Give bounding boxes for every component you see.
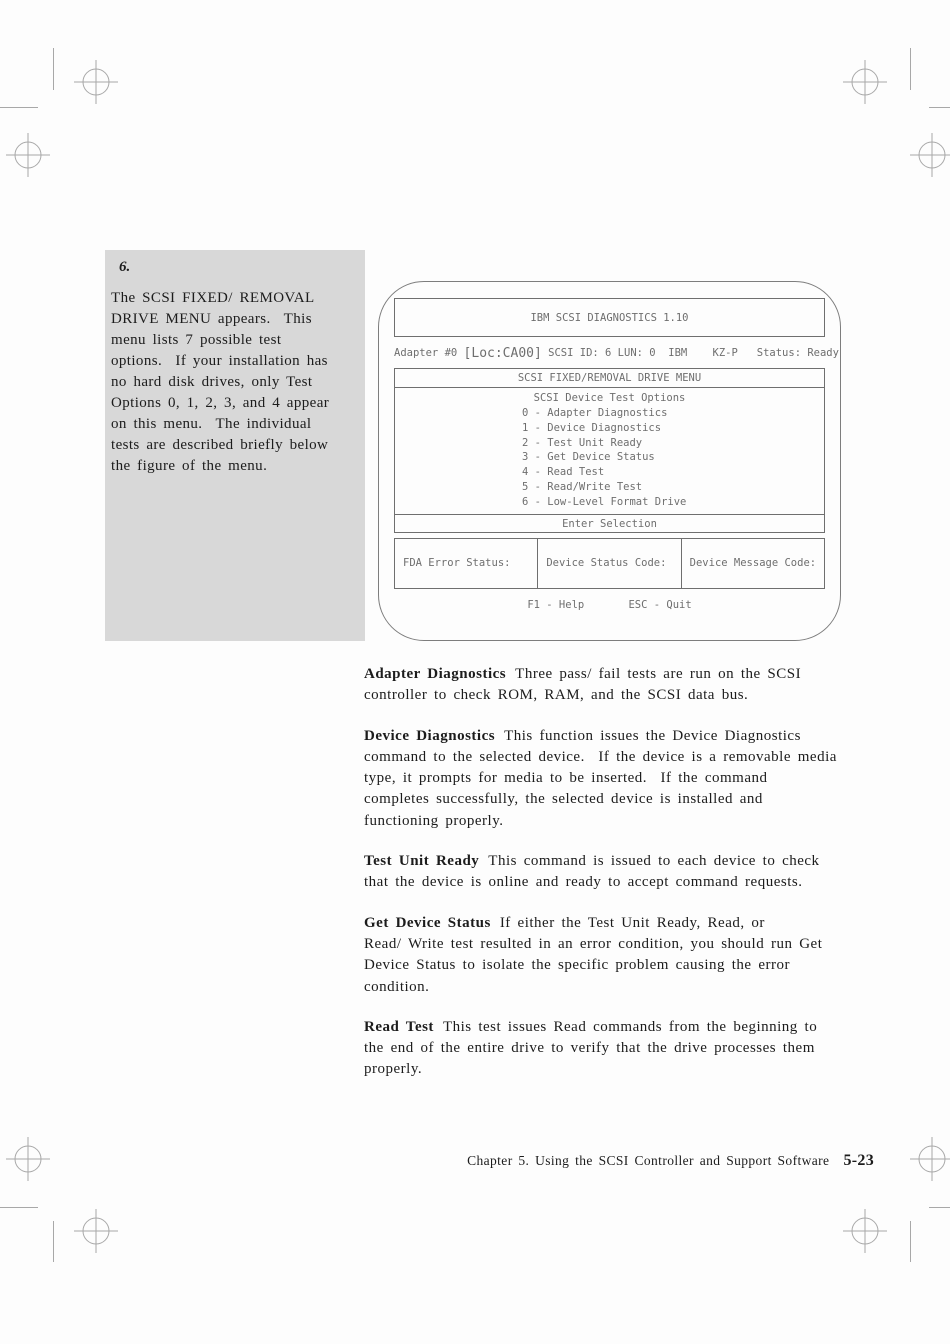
description-text: Read/ Write test resulted in an error condition, you should run Get: [364, 935, 823, 952]
description-paragraph: [364, 664, 889, 707]
step-note-line: menu lists 7 possible test: [111, 332, 282, 348]
step-note-line: on this menu. The individual: [111, 416, 312, 432]
registration-mark-icon: [6, 133, 50, 177]
menu-option: 3 - Get Device Status: [522, 451, 655, 464]
step-note-panel: [105, 250, 365, 641]
description-text: condition.: [364, 978, 430, 995]
description-text: This function issues the Device Diagnostics: [504, 727, 801, 744]
terminal-title: IBM SCSI DIAGNOSTICS 1.10: [530, 311, 689, 324]
menu-option: 0 - Adapter Diagnostics: [522, 407, 668, 419]
registration-mark-icon: [843, 1209, 887, 1253]
description-text: type, it prompts for media to be inserted. If the command: [364, 770, 768, 787]
step-number: 6.: [119, 259, 131, 275]
drive-menu-box: [394, 368, 825, 533]
step-note-line: no hard disk drives, only Test: [111, 374, 313, 390]
description-paragraph: [364, 726, 889, 832]
test-options-title: SCSI Device Test Options: [533, 392, 686, 404]
description-term: Adapter Diagnostics: [364, 666, 507, 682]
terminal-screen-figure: [378, 281, 841, 641]
step-note-line: DRIVE MENU appears. This: [111, 311, 312, 327]
menu-option: 4 - Read Test: [522, 466, 605, 479]
description-paragraph: [364, 1017, 889, 1081]
description-text: properly.: [364, 1061, 423, 1078]
description-term: Read Test: [364, 1018, 434, 1035]
menu-option: 5 - Read/Write Test: [522, 480, 643, 493]
trim-mark: [53, 48, 54, 90]
enter-selection-prompt: Enter Selection: [395, 514, 824, 532]
step-note-line: the figure of the menu.: [111, 458, 268, 474]
adapter-status-line: [394, 343, 839, 363]
description-paragraph: [364, 851, 889, 894]
step-note-line: options. If your installation has: [111, 353, 328, 369]
description-text: This command is issued to each device to check: [488, 853, 820, 870]
registration-mark-icon: [74, 60, 118, 104]
step-note-line: The SCSI FIXED/ REMOVAL: [111, 290, 315, 306]
trim-mark: [0, 107, 38, 108]
test-descriptions: [364, 664, 889, 1100]
adapter-label: Adapter #0: [394, 347, 464, 359]
description-text: Three pass/ fail tests are run on the SCSI: [515, 666, 802, 682]
description-paragraph: [364, 913, 889, 998]
trim-mark: [53, 1221, 54, 1262]
trim-mark: [910, 48, 911, 90]
function-key-hints: F1 - Help ESC - Quit: [527, 598, 692, 611]
trim-mark: [910, 1221, 911, 1262]
terminal-title-box: [394, 298, 825, 337]
adapter-location: [Loc:CA00]: [463, 346, 542, 361]
test-options-area: [395, 388, 824, 514]
status-code-row: [394, 538, 825, 589]
description-text: Device Status to isolate the specific problem causing the error: [364, 957, 790, 974]
description-text: completes successfully, the selected device is installed and: [364, 791, 763, 808]
description-text: If either the Test Unit Ready, Read, or: [499, 914, 765, 931]
description-text: that the device is online and ready to accept command requests.: [364, 874, 803, 891]
description-term: Test Unit Ready: [364, 853, 480, 870]
registration-mark-icon: [74, 1209, 118, 1253]
description-term: Get Device Status: [364, 914, 491, 931]
registration-mark-icon: [910, 133, 950, 177]
description-term: Device Diagnostics: [364, 727, 496, 744]
device-message-code-field: Device Message Code:: [689, 557, 817, 570]
step-note-line: tests are described briefly below: [111, 437, 329, 453]
menu-option: 2 - Test Unit Ready: [522, 436, 643, 449]
step-note-line: Options 0, 1, 2, 3, and 4 appear: [111, 395, 330, 411]
trim-mark: [929, 107, 950, 108]
terminal-content: [394, 282, 839, 611]
trim-mark: [0, 1207, 38, 1208]
description-text: controller to check ROM, RAM, and the SCSI data bus.: [364, 687, 749, 704]
menu-option: 6 - Low-Level Format Drive: [522, 495, 687, 508]
description-text: functioning properly.: [364, 812, 504, 829]
registration-mark-icon: [910, 1137, 950, 1181]
drive-menu-header: SCSI FIXED/REMOVAL DRIVE MENU: [395, 369, 824, 388]
trim-mark: [929, 1207, 950, 1208]
adapter-details: SCSI ID: 6 LUN: 0 IBM KZ-P Status: Ready: [541, 347, 839, 359]
step-note-text: [111, 288, 361, 477]
test-options-list: [395, 406, 824, 510]
description-text: the end of the entire drive to verify that the drive processes them: [364, 1040, 815, 1057]
page-footer: [0, 1152, 874, 1170]
chapter-title: Chapter 5. Using the SCSI Controller and Support Software: [467, 1153, 830, 1168]
description-text: command to the selected device. If the device is a removable media: [364, 748, 837, 765]
description-text: This test issues Read commands from the beginning to: [442, 1018, 818, 1035]
registration-mark-icon: [843, 60, 887, 104]
device-status-code-field: Device Status Code:: [538, 539, 681, 588]
fda-error-status-field: FDA Error Status:: [395, 539, 538, 588]
menu-option: 1 - Device Diagnostics: [522, 421, 662, 434]
page-number: 5-23: [843, 1152, 874, 1169]
